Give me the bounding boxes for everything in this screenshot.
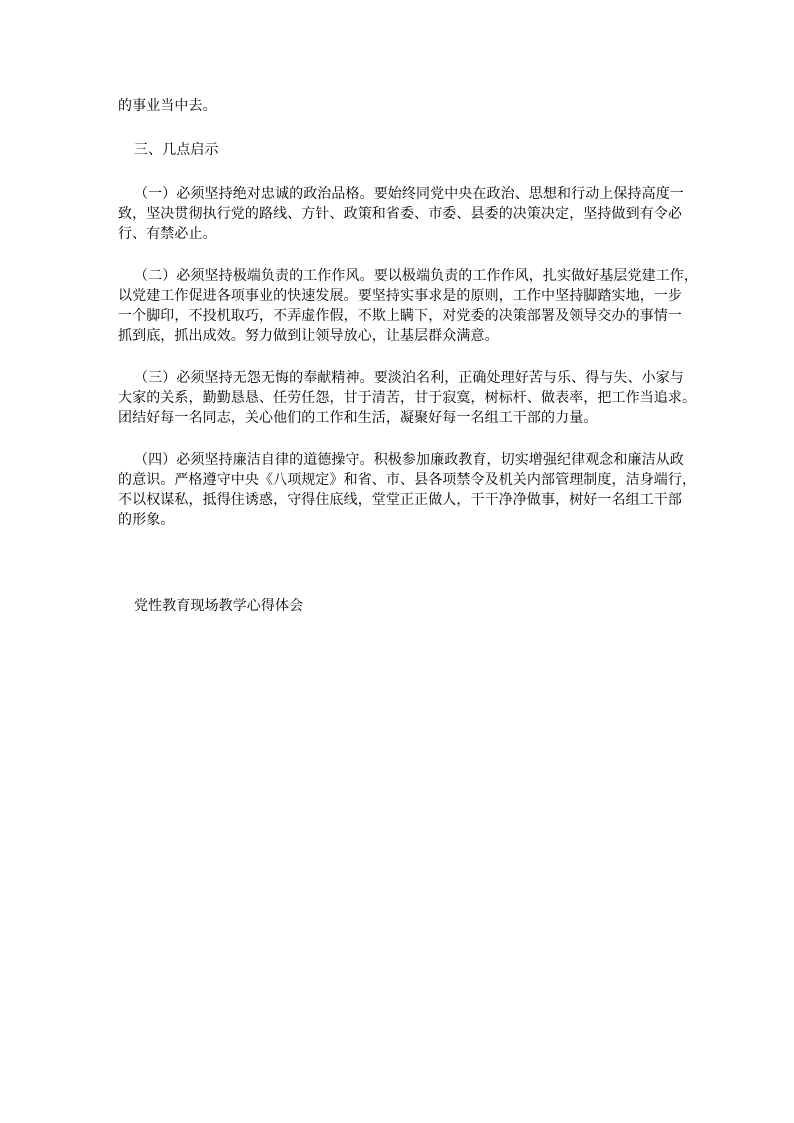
paragraph-line: 致，坚决贯彻执行党的路线、方针、政策和省委、市委、县委的决策决定，坚持做到有令必	[118, 206, 682, 222]
paragraph-line: 的意识。严格遵守中央《八项规定》和省、市、县各项禁令及机关内部管理制度，洁身端行，	[118, 472, 697, 488]
document-title: 党性教育现场教学心得体会	[134, 598, 304, 614]
paragraph-line: （一）必须坚持绝对忠诚的政治品格。要始终同党中央在政治、思想和行动上保持高度一	[134, 186, 684, 202]
paragraph-line: 以党建工作促进各项事业的快速发展。要坚持实事求是的原则，工作中坚持脚踏实地，一步	[118, 288, 682, 304]
paragraph-line: 行、有禁必止。	[118, 226, 217, 242]
paragraph-line: （二）必须坚持极端负责的工作作风。要以极端负责的工作作风，扎实做好基层党建工作，	[134, 268, 698, 284]
paragraph-line: （四）必须坚持廉洁自律的道德操守。积极参加廉政教育，切实增强纪律观念和廉洁从政	[134, 452, 684, 468]
paragraph-line: 大家的关系，勤勤恳恳、任劳任怨，甘于清苦，甘于寂寞，树标杆、做表率，把工作当追求。	[118, 390, 697, 406]
paragraph-line: 一个脚印，不投机取巧，不弄虚作假，不欺上瞒下，对党委的决策部署及领导交办的事情一	[118, 308, 682, 324]
paragraph-line: （三）必须坚持无怨无悔的奉献精神。要淡泊名利，正确处理好苦与乐、得与失、小家与	[134, 370, 684, 386]
section-heading: 三、几点启示	[134, 142, 219, 158]
paragraph-line: 团结好每一名同志，关心他们的工作和生活，凝聚好每一名组工干部的力量。	[118, 410, 598, 426]
paragraph-line: 的形象。	[118, 512, 175, 528]
paragraph-line: 的事业当中去。	[118, 98, 217, 114]
paragraph-line: 抓到底，抓出成效。努力做到让领导放心，让基层群众满意。	[118, 328, 499, 344]
paragraph-line: 不以权谋私，抵得住诱惑，守得住底线，堂堂正正做人，干干净净做事，树好一名组工干部	[118, 492, 682, 508]
